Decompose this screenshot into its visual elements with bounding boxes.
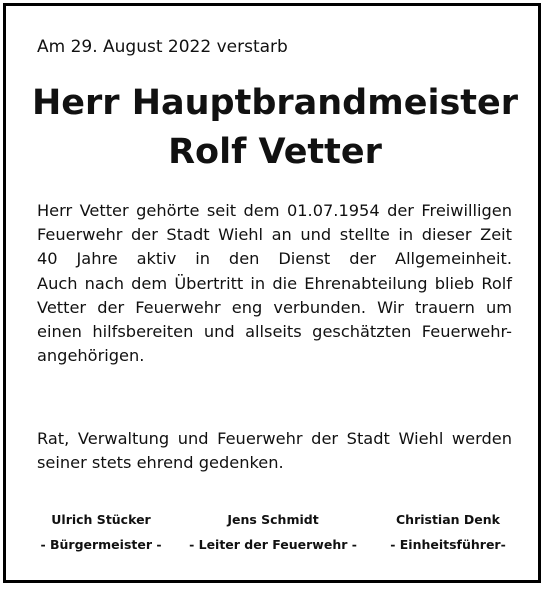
closing-line: Rat, Verwaltung und Feuerwehr der Stadt Wiehl werden <box>37 429 512 448</box>
intro-line: Am 29. August 2022 verstarb <box>37 37 288 57</box>
closing-paragraph <box>37 427 512 475</box>
tribute-line: angehörigen. <box>37 346 145 366</box>
tribute-line: Vetter der Feuerwehr eng verbunden. Wir trauern um <box>37 297 512 317</box>
signatory-name: Ulrich Stücker <box>51 512 151 527</box>
signatory-fire-chief <box>183 512 363 553</box>
signatory-unit-leader <box>358 512 538 553</box>
signatory-role: - Bürgermeister - <box>40 537 162 552</box>
closing-line: seiner stets ehrend gedenken. <box>37 453 284 473</box>
tribute-paragraph <box>37 199 512 368</box>
signatory-role: - Leiter der Feuerwehr - <box>189 537 357 552</box>
title-name: Rolf Vetter <box>168 132 382 172</box>
tribute-line: Herr Vetter gehörte seit dem 01.07.1954 der Freiwilligen <box>37 201 512 220</box>
signatory-name: Christian Denk <box>396 512 500 527</box>
tribute-line: Auch nach dem Übertritt in die Ehrenabteilung blieb Rolf <box>37 273 512 293</box>
signatory-role: - Einheitsführer- <box>390 537 506 552</box>
tribute-line: Feuerwehr der Stadt Wiehl an und stellte in dieser Zeit <box>37 225 512 245</box>
tribute-line: 40 Jahre aktiv in den Dienst der Allgemeinheit. <box>37 249 512 269</box>
tribute-line: einen hilfsbereiten und allseits geschätzten Feuerwehr- <box>37 322 512 342</box>
title-rank: Herr Hauptbrandmeister <box>31 83 519 123</box>
signatory-mayor <box>11 512 191 553</box>
signatory-name: Jens Schmidt <box>227 512 319 527</box>
